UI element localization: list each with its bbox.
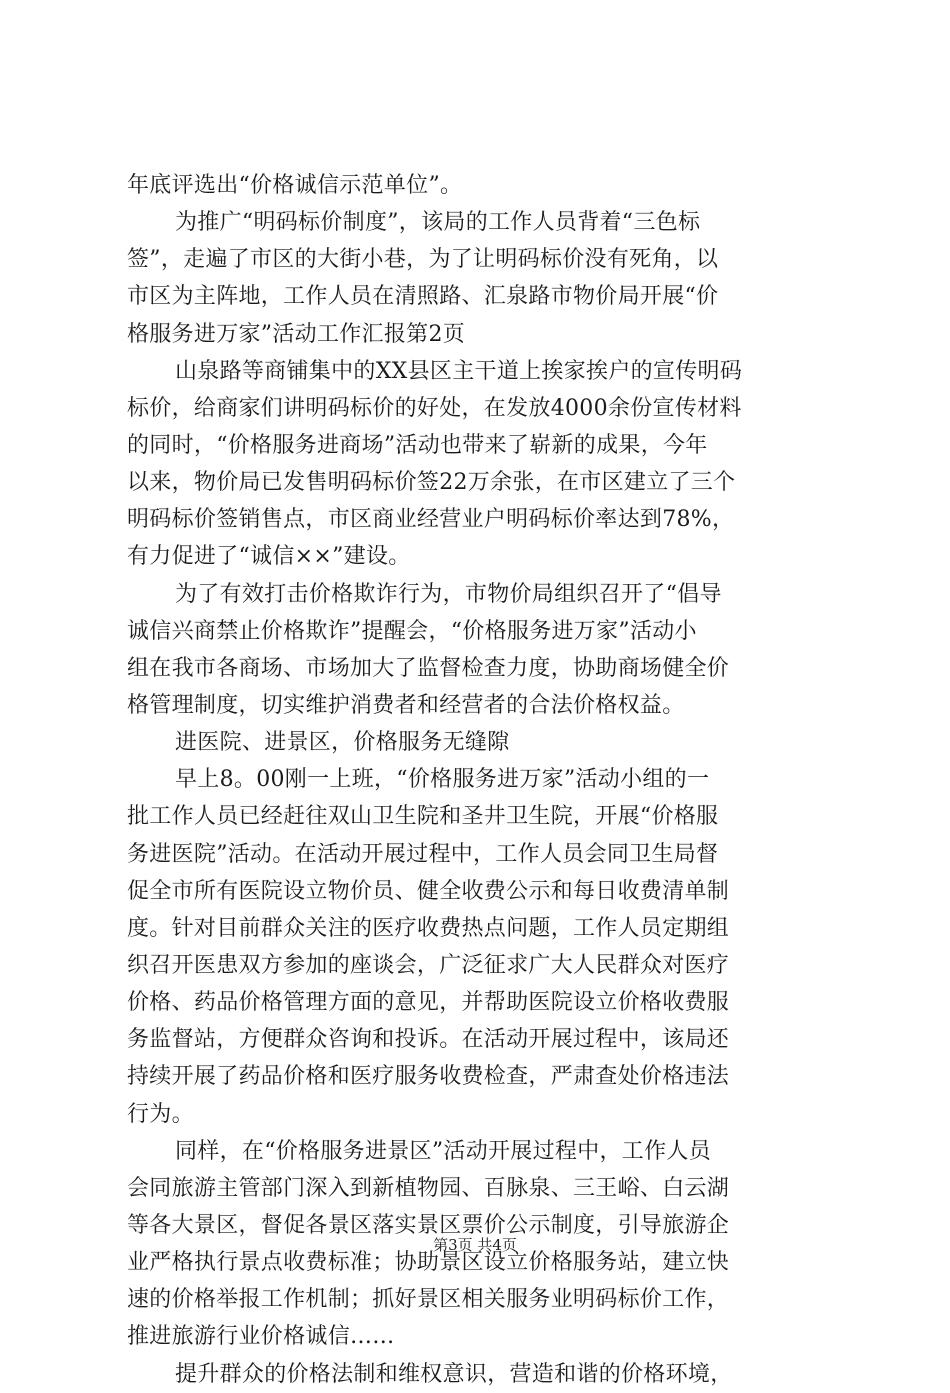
text-line: 标价，给商家们讲明码标价的好处，在发放4000余份宣传材料 [127, 395, 742, 421]
text-line: 务进医院”活动。在活动开展过程中，工作人员会同卫生局督 [127, 841, 719, 867]
text-line: 以来，物价局已发售明码标价签22万余张，在市区建立了三个 [127, 470, 736, 496]
text-line: 行为。 [127, 1101, 194, 1127]
text-line: 明码标价签销售点，市区商业经营业户明码标价率达到78%， [127, 507, 735, 533]
text-line: 组在我市各商场、市场加大了监督检查力度，协助商场健全价 [127, 655, 730, 681]
page-footer: 第3页 共4页 [433, 1236, 517, 1254]
text-line: 度。针对目前群众关注的医疗收费热点问题，工作人员定期组 [127, 915, 730, 941]
text-line: 持续开展了药品价格和医疗服务收费检查，严肃查处价格违法 [127, 1064, 730, 1090]
text-line: 业严格执行景点收费标准；协助景区设立价格服务站，建立快 [127, 1250, 730, 1276]
document-body [127, 167, 827, 1393]
text-line: 会同旅游主管部门深入到新植物园、百脉泉、三王峪、白云湖 [127, 1175, 730, 1201]
text-line: 年底评选出“价格诚信示范单位”。 [127, 173, 463, 198]
text-line: 织召开医患双方参加的座谈会，广泛征求广大人民群众对医疗 [127, 952, 730, 978]
text-line: 的同时，“价格服务进商场”活动也带来了崭新的成果，今年 [127, 432, 708, 458]
paragraph-start-line: 同样，在“价格服务进景区”活动开展过程中，工作人员 [175, 1138, 711, 1164]
text-line: 务监督站，方便群众咨询和投诉。在活动开展过程中，该局还 [127, 1027, 730, 1053]
text-line: 格服务进万家”活动工作汇报第2页 [127, 321, 466, 347]
text-line: 推进旅游行业价格诚信…… [127, 1324, 395, 1350]
text-line: 有力促进了“诚信××”建设。 [127, 544, 411, 570]
paragraph-start-line: 提升群众的价格法制和维权意识，营造和谐的价格环境， [175, 1361, 733, 1387]
text-line: 等各大景区，督促各景区落实景区票价公示制度，引导旅游企 [127, 1212, 730, 1238]
text-line: 市区为主阵地，工作人员在清照路、汇泉路市物价局开展“价 [127, 284, 719, 310]
paragraph-start-line: 山泉路等商铺集中的XX县区主干道上挨家挨户的宣传明码 [175, 358, 743, 384]
paragraph-start-line: 为推广“明码标价制度”，该局的工作人员背着“三色标 [175, 210, 701, 236]
paragraph-start-line: 早上8。00刚一上班，“价格服务进万家”活动小组的一 [175, 767, 710, 793]
text-line: 诚信兴商禁止价格欺诈”提醒会，“价格服务进万家”活动小 [127, 618, 697, 644]
text-line: 签”，走遍了市区的大街小巷，为了让明码标价没有死角，以 [127, 247, 719, 273]
text-line: 速的价格举报工作机制；抓好景区相关服务业明码标价工作， [127, 1287, 730, 1313]
text-line: 批工作人员已经赶往双山卫生院和圣井卫生院，开展“价格服 [127, 804, 719, 830]
text-line: 促全市所有医院设立物价员、健全收费公示和每日收费清单制 [127, 878, 730, 904]
paragraph-start-line: 为了有效打击价格欺诈行为，市物价局组织召开了“倡导 [175, 581, 722, 607]
text-line: 格管理制度，切实维护消费者和经营者的合法价格权益。 [127, 692, 685, 718]
section-heading: 进医院、进景区，价格服务无缝隙 [175, 730, 510, 756]
text-line: 价格、药品价格管理方面的意见，并帮助医院设立价格收费服 [127, 990, 730, 1016]
